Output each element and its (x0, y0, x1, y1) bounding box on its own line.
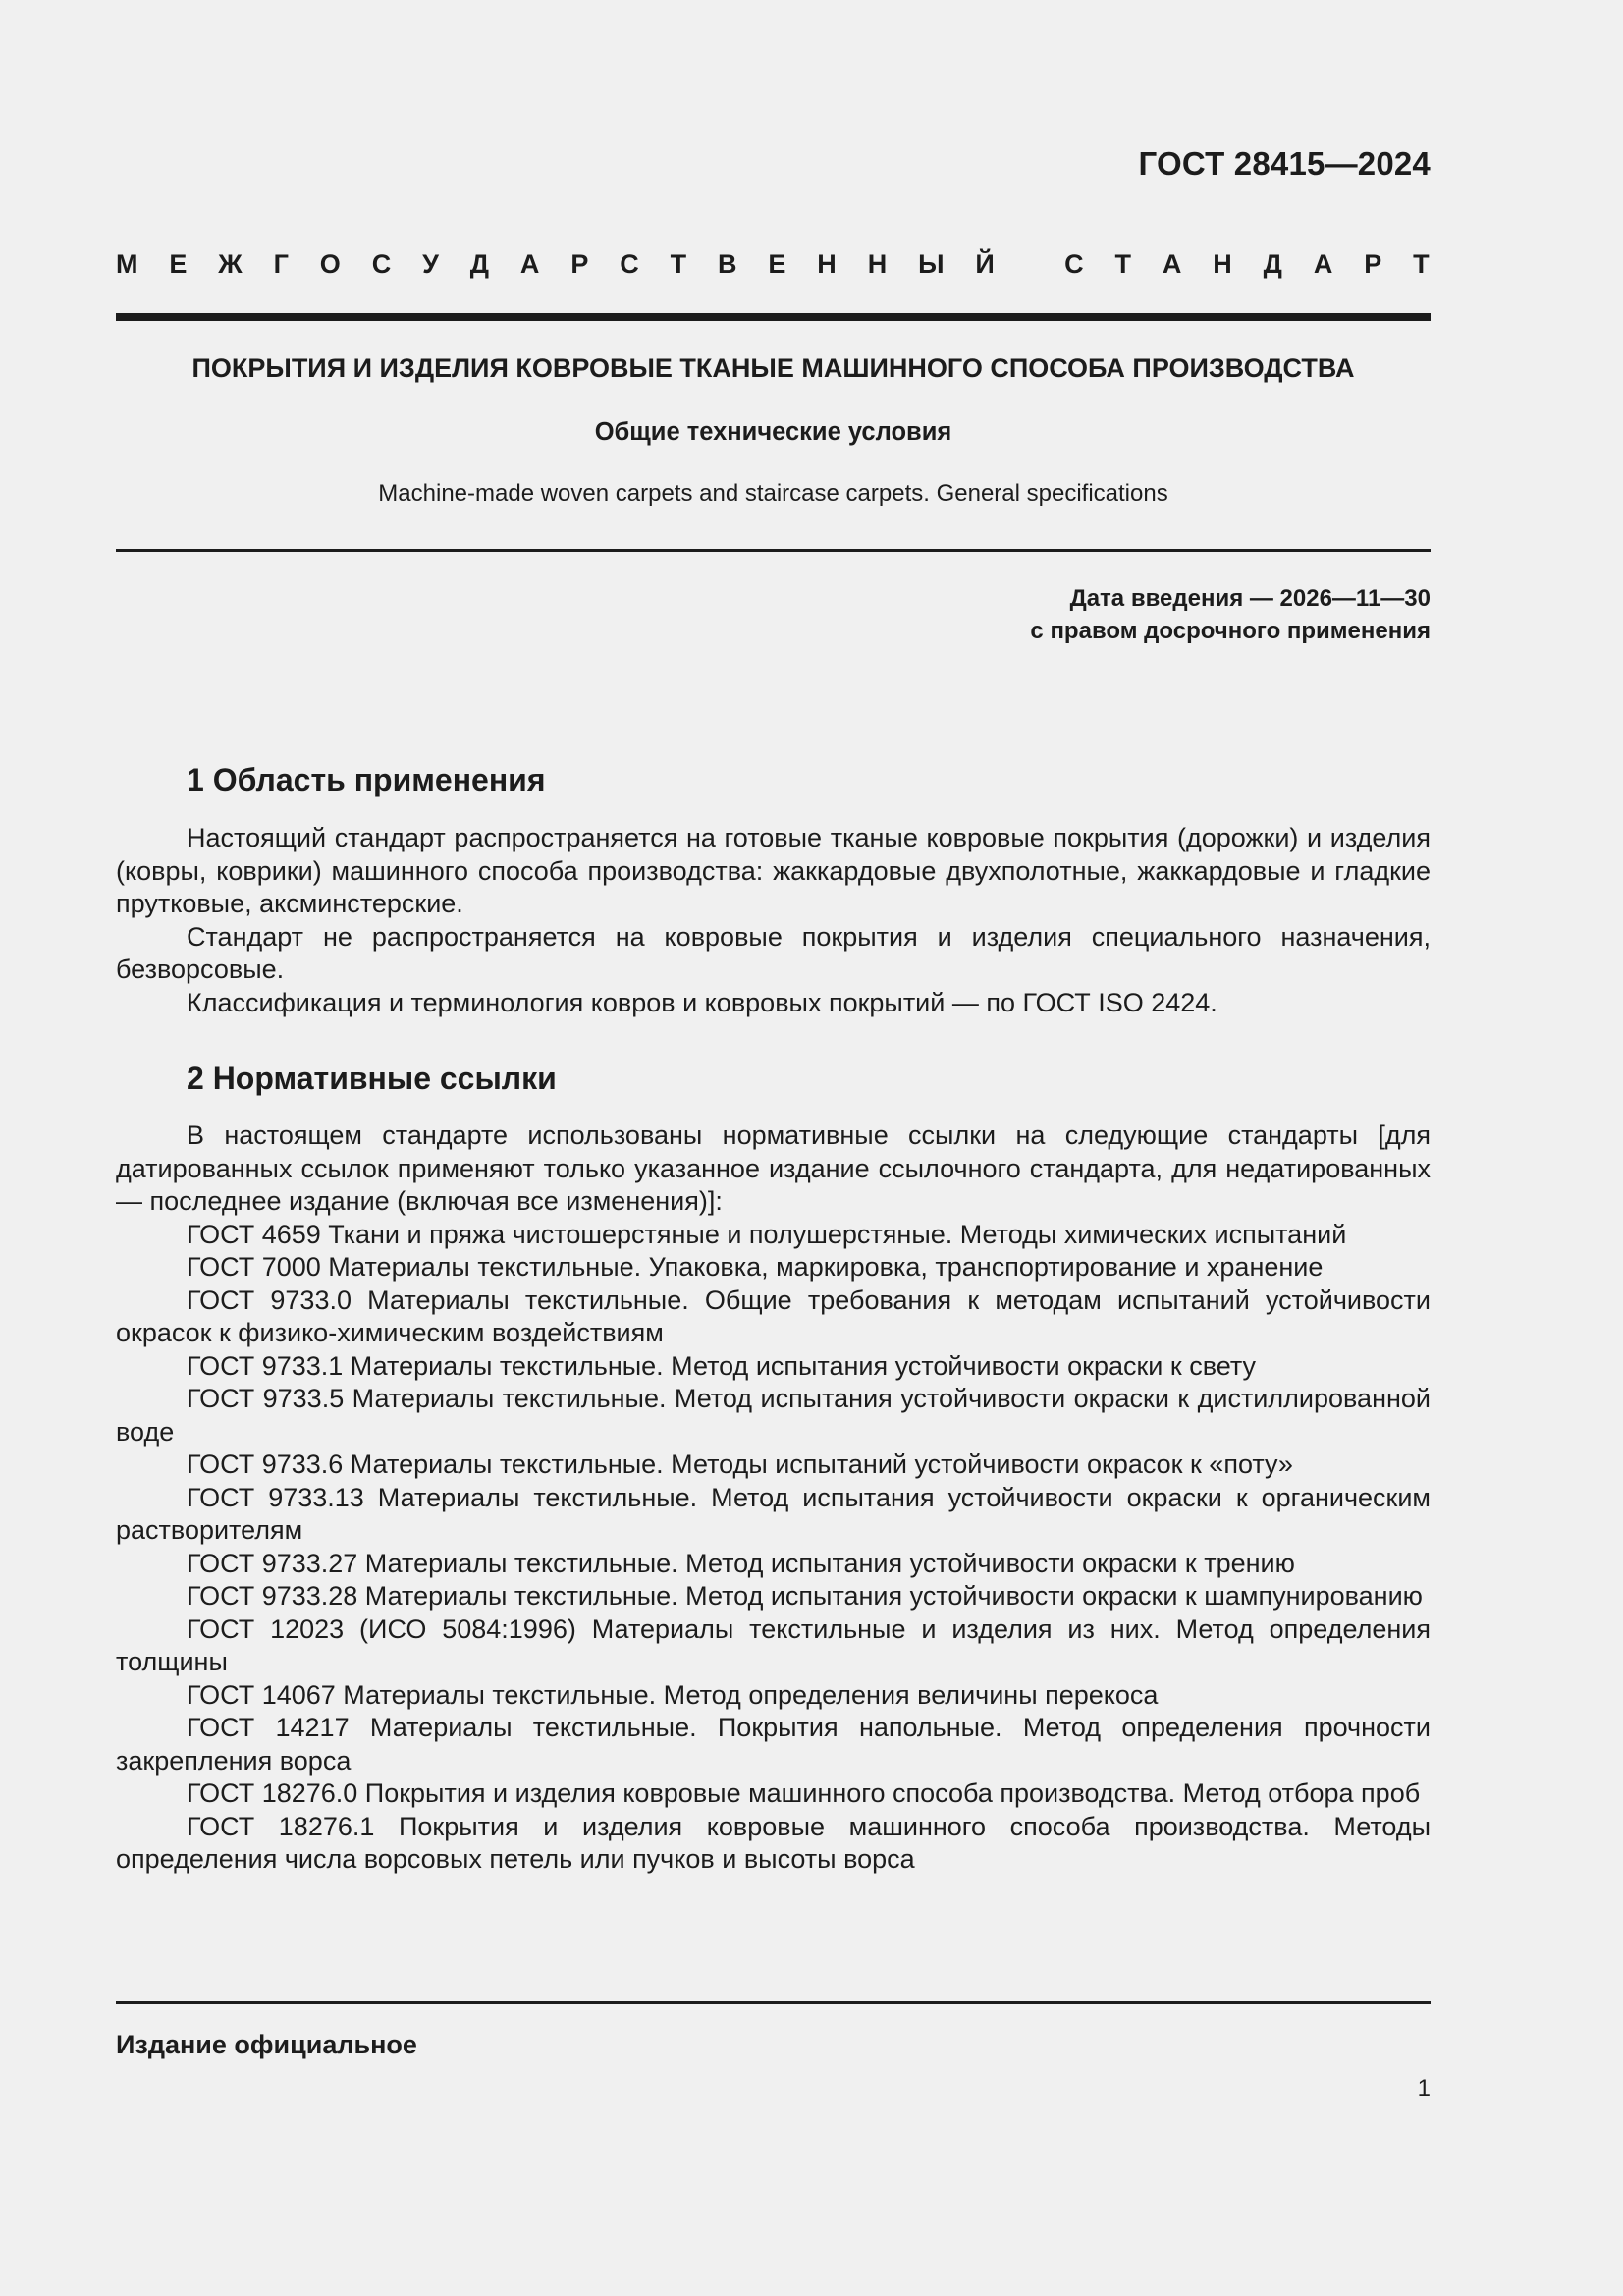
interstate-letter: Н (817, 249, 837, 279)
section-2-body (116, 1120, 1431, 1877)
reference-item: ГОСТ 14217 Материалы текстильные. Покрытия напольные. Метод определения прочности закрепления ворса (116, 1713, 1431, 1776)
interstate-letter: Д (469, 249, 490, 279)
standard-letter: С (1064, 249, 1084, 279)
document-title: ПОКРЫТИЯ И ИЗДЕЛИЯ КОВРОВЫЕ ТКАНЫЕ МАШИННОГО СПОСОБА ПРОИЗВОДСТВА (191, 354, 1355, 383)
reference-item: ГОСТ 7000 Материалы текстильные. Упаковка, маркировка, транспортирование и хранение (187, 1252, 1324, 1282)
interstate-word-gap (1026, 249, 1034, 280)
standard-letter: Н (1213, 249, 1232, 279)
reference-item: ГОСТ 14067 Материалы текстильные. Метод определения величины перекоса (187, 1679, 1159, 1710)
interstate-letter: О (319, 249, 341, 279)
interstate-letter: А (519, 249, 540, 279)
document-english-title: Machine-made woven carpets and staircase carpets. General specifications (378, 480, 1168, 507)
interstate-letter: Г (273, 249, 289, 279)
standard-letter: А (1313, 249, 1333, 279)
reference-item: ГОСТ 9733.27 Материалы текстильные. Метод испытания устойчивости окраски к трению (187, 1548, 1295, 1578)
standard-letter: Д (1263, 249, 1282, 279)
interstate-letter: Е (169, 249, 188, 279)
section-1-paragraph: Стандарт не распространяется на ковровые покрытия и изделия специального назначения, безворсовые. (116, 921, 1431, 984)
section-1-body (116, 822, 1431, 1019)
interstate-letter: С (371, 249, 392, 279)
section-2-heading: 2 Нормативные ссылки (187, 1061, 557, 1096)
interstate-letter: Е (768, 249, 786, 279)
early-application-note: с правом досрочного применения (1030, 618, 1431, 644)
interstate-letter: Й (975, 249, 995, 279)
introduction-date (1030, 582, 1431, 647)
reference-item: ГОСТ 9733.28 Материалы текстильные. Метод испытания устойчивости окраски к шампунированию (187, 1581, 1423, 1611)
header-thick-rule (116, 313, 1431, 321)
document-number: ГОСТ 28415—2024 (1138, 145, 1431, 182)
reference-item: ГОСТ 9733.6 Материалы текстильные. Методы испытаний устойчивости окрасок к «поту» (187, 1449, 1293, 1479)
reference-item: ГОСТ 18276.1 Покрытия и изделия ковровые машинного способа производства. Методы определения числа ворсовых петель или пучков и высоты ворса (116, 1811, 1431, 1874)
interstate-letter: Т (670, 249, 687, 279)
section-2-intro: В настоящем стандарте использованы нормативные ссылки на следующие стандарты [для датированных ссылок применяют только указанное издание ссылочного стандарта, для недатированных — последнее издание (включая все изменения)]: (116, 1121, 1431, 1216)
official-edition-label: Издание официальное (116, 2030, 417, 2059)
reference-item: ГОСТ 9733.13 Материалы текстильные. Метод испытания устойчивости окраски к органическим растворителям (116, 1482, 1431, 1545)
interstate-letter: М (116, 249, 138, 279)
reference-item: ГОСТ 4659 Ткани и пряжа чистошерстяные и полушерстяные. Методы химических испытаний (187, 1219, 1347, 1249)
interstate-letter: Р (570, 249, 589, 279)
page-number: 1 (1417, 2075, 1431, 2102)
reference-item: ГОСТ 9733.5 Материалы текстильные. Метод испытания устойчивости окраски к дистиллированной воде (116, 1384, 1431, 1447)
interstate-letter: Н (867, 249, 888, 279)
section-1-paragraph: Настоящий стандарт распространяется на готовые тканые ковровые покрытия (дорожки) и изделия (ковры, коврики) машинного способа производства: жаккардовые двухполотные, жаккардовые и гладкие прутковые, аксминстерские. (116, 823, 1431, 918)
standard-letter: Т (1114, 249, 1131, 279)
document-subtitle: Общие технические условия (594, 418, 952, 446)
reference-item: ГОСТ 9733.0 Материалы текстильные. Общие требования к методам испытаний устойчивости окрасок к физико-химическим воздействиям (116, 1285, 1431, 1347)
title-divider (116, 549, 1431, 552)
interstate-letter: У (422, 249, 439, 279)
standard-letter: Р (1364, 249, 1382, 279)
introduction-date-line: Дата введения — 2026—11—30 (1069, 585, 1431, 612)
interstate-standard-banner (116, 249, 1430, 280)
section-1-paragraph: Классификация и терминология ковров и ковровых покрытий — по ГОСТ ISO 2424. (187, 987, 1217, 1017)
reference-item: ГОСТ 18276.0 Покрытия и изделия ковровые машинного способа производства. Метод отбора проб (187, 1778, 1421, 1808)
interstate-letter: Ы (918, 249, 945, 279)
section-1-heading: 1 Область применения (187, 762, 546, 797)
interstate-letter: Ж (218, 249, 243, 279)
standard-letter: А (1162, 249, 1182, 279)
interstate-letter: С (620, 249, 639, 279)
footer-divider (116, 2001, 1431, 2004)
reference-item: ГОСТ 12023 (ИСО 5084:1996) Материалы текстильные и изделия из них. Метод определения толщины (116, 1613, 1431, 1676)
interstate-letter: В (718, 249, 737, 279)
reference-item: ГОСТ 9733.1 Материалы текстильные. Метод испытания устойчивости окраски к свету (187, 1350, 1257, 1381)
standard-letter: Т (1413, 249, 1430, 279)
